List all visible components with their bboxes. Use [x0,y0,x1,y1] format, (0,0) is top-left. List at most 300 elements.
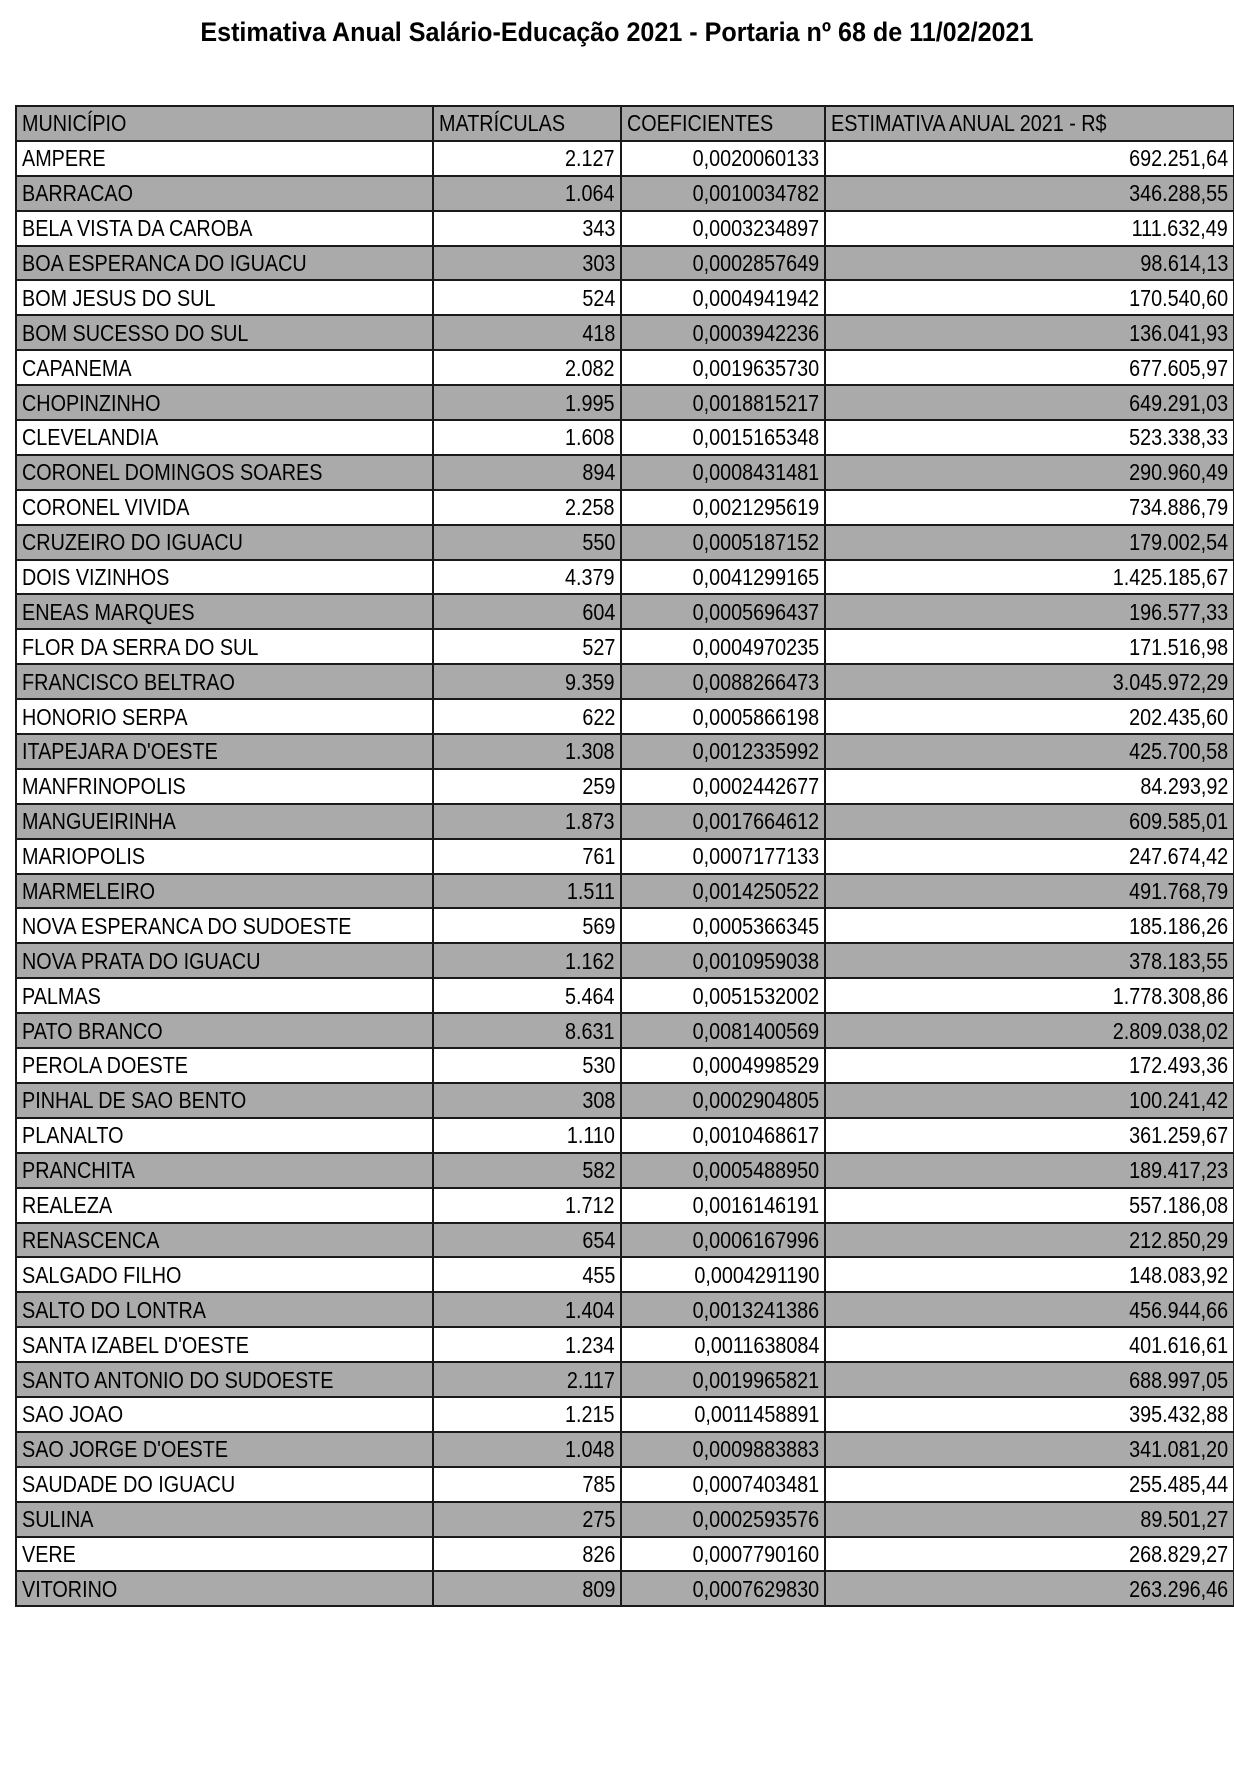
cell-municipio [16,1188,433,1223]
cell-municipio [16,1467,433,1502]
cell-matriculas [433,525,621,560]
cell-estimativa [825,1223,1234,1258]
column-header-matriculas: MATRÍCULAS [433,106,621,141]
cell-coeficiente [621,560,825,595]
cell-coeficiente-text: 0,0019635730 [692,354,819,381]
cell-coeficiente [621,1083,825,1118]
cell-municipio [16,839,433,874]
cell-municipio [16,1083,433,1118]
cell-matriculas-text: 455 [581,1261,615,1288]
cell-municipio-text: SAO JORGE D'OESTE [22,1436,229,1463]
cell-matriculas [433,1327,621,1362]
table-row [16,1467,1234,1502]
cell-municipio-text: NOVA PRATA DO IGUACU [22,947,261,974]
cell-coeficiente [621,1118,825,1153]
cell-matriculas-text: 582 [581,1157,615,1184]
cell-estimativa-text: 185.186,26 [1128,912,1228,939]
cell-estimativa-text: 172.493,36 [1128,1052,1228,1079]
table-row [16,1292,1234,1327]
cell-coeficiente [621,1048,825,1083]
cell-coeficiente-text: 0,0008431481 [692,459,819,486]
table-row [16,874,1234,909]
cell-municipio-text: MARIOPOLIS [22,843,146,870]
cell-coeficiente [621,1537,825,1572]
cell-municipio [16,176,433,211]
cell-estimativa [825,211,1234,246]
cell-estimativa [825,490,1234,525]
table-row [16,908,1234,943]
cell-estimativa [825,560,1234,595]
cell-estimativa-text: 189.417,23 [1128,1157,1228,1184]
cell-matriculas [433,246,621,281]
cell-coeficiente-text: 0,0021295619 [692,494,819,521]
cell-municipio [16,1118,433,1153]
cell-municipio-text: PLANALTO [22,1122,124,1149]
cell-municipio-text: AMPERE [22,145,106,172]
cell-coeficiente [621,1571,825,1606]
cell-coeficiente [621,1502,825,1537]
table-row [16,1432,1234,1467]
page-title-text: Estimativa Anual Salário-Educação 2021 - Portaria nº 68 de 11/02/2021 [200,17,1034,47]
cell-matriculas [433,1257,621,1292]
cell-coeficiente [621,943,825,978]
cell-municipio-text: ENEAS MARQUES [22,598,195,625]
cell-municipio-text: MANFRINOPOLIS [22,773,186,800]
cell-estimativa [825,1537,1234,1572]
table-row [16,1048,1234,1083]
cell-matriculas [433,978,621,1013]
table-row [16,211,1234,246]
cell-coeficiente-text: 0,0002593576 [692,1506,819,1533]
cell-matriculas-text: 785 [581,1471,615,1498]
cell-municipio-text: SAUDADE DO IGUACU [22,1471,236,1498]
cell-municipio-text: CHOPINZINHO [22,389,161,416]
cell-coeficiente-text: 0,0004970235 [692,633,819,660]
cell-estimativa [825,1048,1234,1083]
cell-matriculas [433,455,621,490]
cell-coeficiente [621,1153,825,1188]
cell-coeficiente [621,1432,825,1467]
cell-matriculas [433,315,621,350]
cell-municipio [16,315,433,350]
cell-matriculas [433,1432,621,1467]
cell-coeficiente-text: 0,0012335992 [692,738,819,765]
cell-matriculas-text: 622 [581,703,615,730]
cell-estimativa-text: 136.041,93 [1128,319,1228,346]
table-row [16,1083,1234,1118]
cell-municipio [16,141,433,176]
cell-estimativa [825,1362,1234,1397]
cell-municipio [16,734,433,769]
table-row [16,629,1234,664]
cell-estimativa-text: 263.296,46 [1128,1575,1228,1602]
cell-estimativa [825,1467,1234,1502]
table-row [16,734,1234,769]
cell-municipio [16,943,433,978]
cell-municipio [16,629,433,664]
cell-coeficiente-text: 0,0016146191 [692,1192,819,1219]
cell-coeficiente-text: 0,0005187152 [692,529,819,556]
table-row [16,385,1234,420]
cell-municipio [16,455,433,490]
cell-estimativa [825,769,1234,804]
cell-municipio [16,280,433,315]
cell-municipio-text: BARRACAO [22,180,134,207]
cell-estimativa-text: 649.291,03 [1128,389,1228,416]
cell-matriculas-text: 1.064 [565,180,615,207]
cell-estimativa [825,594,1234,629]
cell-estimativa-text: 268.829,27 [1128,1540,1228,1567]
cell-coeficiente-text: 0,0051532002 [692,982,819,1009]
cell-coeficiente-text: 0,0081400569 [692,1017,819,1044]
table-body [16,141,1234,1606]
cell-coeficiente-text: 0,0003942236 [692,319,819,346]
cell-municipio-text: FRANCISCO BELTRAO [22,668,235,695]
cell-coeficiente [621,1362,825,1397]
cell-municipio-text: VITORINO [22,1575,118,1602]
table-row [16,699,1234,734]
cell-estimativa-text: 100.241,42 [1128,1087,1228,1114]
cell-estimativa-text: 3.045.972,29 [1112,668,1228,695]
cell-estimativa-text: 247.674,42 [1128,843,1228,870]
table-row [16,1397,1234,1432]
table-row [16,420,1234,455]
cell-estimativa-text: 179.002,54 [1128,529,1228,556]
cell-municipio [16,525,433,560]
cell-matriculas-text: 1.608 [565,424,615,451]
cell-coeficiente-text: 0,0007177133 [692,843,819,870]
cell-coeficiente-text: 0,0005488950 [692,1157,819,1184]
cell-estimativa [825,141,1234,176]
cell-estimativa [825,246,1234,281]
cell-municipio [16,1013,433,1048]
cell-estimativa [825,1397,1234,1432]
cell-coeficiente-text: 0,0004998529 [692,1052,819,1079]
cell-matriculas-text: 8.631 [565,1017,615,1044]
cell-coeficiente [621,1467,825,1502]
cell-municipio-text: RENASCENCA [22,1226,160,1253]
cell-estimativa [825,699,1234,734]
cell-matriculas-text: 343 [581,215,615,242]
cell-coeficiente [621,734,825,769]
cell-coeficiente-text: 0,0017664612 [692,808,819,835]
cell-coeficiente [621,420,825,455]
cell-coeficiente [621,978,825,1013]
cell-estimativa-text: 688.997,05 [1128,1366,1228,1393]
cell-municipio [16,1223,433,1258]
cell-coeficiente [621,141,825,176]
cell-estimativa-text: 491.768,79 [1128,878,1228,905]
table-row [16,1223,1234,1258]
cell-matriculas [433,1188,621,1223]
cell-municipio [16,699,433,734]
cell-coeficiente-text: 0,0011458891 [693,1401,819,1428]
cell-estimativa-text: 2.809.038,02 [1112,1017,1228,1044]
cell-matriculas-text: 569 [581,912,615,939]
cell-matriculas-text: 4.379 [565,564,615,591]
cell-matriculas-text: 303 [581,250,615,276]
cell-estimativa [825,1013,1234,1048]
table-row [16,664,1234,699]
cell-coeficiente-text: 0,0007629830 [692,1575,819,1602]
cell-estimativa-text: 401.616,61 [1128,1331,1228,1358]
cell-matriculas-text: 654 [581,1226,615,1253]
table-row [16,455,1234,490]
cell-municipio [16,1362,433,1397]
cell-municipio-text: FLOR DA SERRA DO SUL [22,633,259,660]
cell-coeficiente [621,490,825,525]
cell-municipio [16,420,433,455]
cell-estimativa-text: 677.605,97 [1128,354,1228,381]
cell-matriculas [433,385,621,420]
table-row [16,594,1234,629]
table-row [16,1257,1234,1292]
cell-estimativa-text: 425.700,58 [1128,738,1228,765]
table-row [16,1153,1234,1188]
table-row [16,1502,1234,1537]
cell-municipio-text: SANTO ANTONIO DO SUDOESTE [22,1366,334,1393]
cell-coeficiente [621,664,825,699]
cell-municipio [16,804,433,839]
cell-matriculas-text: 1.162 [565,947,615,974]
cell-estimativa [825,1292,1234,1327]
cell-coeficiente-text: 0,0009883883 [692,1436,819,1463]
table-row [16,1327,1234,1362]
cell-estimativa [825,455,1234,490]
cell-estimativa [825,176,1234,211]
cell-coeficiente-text: 0,0002904805 [692,1087,819,1114]
cell-matriculas [433,1292,621,1327]
cell-municipio-text: ITAPEJARA D'OESTE [22,738,218,765]
cell-municipio [16,1432,433,1467]
cell-matriculas-text: 275 [581,1506,615,1533]
cell-municipio [16,978,433,1013]
cell-coeficiente-text: 0,0007403481 [692,1471,819,1498]
cell-matriculas-text: 1.308 [565,738,615,765]
cell-estimativa [825,350,1234,385]
cell-municipio-text: DOIS VIZINHOS [22,564,170,591]
cell-matriculas-text: 826 [581,1540,615,1567]
cell-coeficiente-text: 0,0020060133 [692,145,819,172]
cell-estimativa-text: 89.501,27 [1139,1506,1228,1533]
cell-estimativa [825,1502,1234,1537]
cell-coeficiente [621,839,825,874]
cell-estimativa-text: 148.083,92 [1128,1261,1228,1288]
cell-matriculas-text: 1.404 [565,1296,615,1323]
cell-coeficiente [621,629,825,664]
table-row [16,525,1234,560]
cell-matriculas [433,1083,621,1118]
cell-estimativa [825,1432,1234,1467]
cell-municipio-text: SALGADO FILHO [22,1261,182,1288]
table-row [16,978,1234,1013]
cell-municipio [16,1397,433,1432]
cell-estimativa [825,1257,1234,1292]
table-row [16,1118,1234,1153]
cell-estimativa-text: 456.944,66 [1128,1296,1228,1323]
cell-coeficiente-text: 0,0005696437 [692,598,819,625]
cell-estimativa [825,315,1234,350]
cell-municipio [16,1292,433,1327]
cell-coeficiente [621,1223,825,1258]
table-row [16,839,1234,874]
cell-coeficiente-text: 0,0007790160 [692,1540,819,1567]
cell-matriculas-text: 2.082 [565,354,615,381]
cell-matriculas [433,1502,621,1537]
cell-estimativa-text: 170.540,60 [1128,284,1228,311]
cell-matriculas [433,1571,621,1606]
cell-matriculas [433,629,621,664]
table-row [16,246,1234,281]
cell-matriculas [433,1223,621,1258]
cell-estimativa-text: 692.251,64 [1128,145,1228,172]
cell-coeficiente-text: 0,0002442677 [692,773,819,800]
cell-matriculas-text: 809 [581,1575,615,1602]
cell-estimativa [825,629,1234,664]
cell-municipio [16,1502,433,1537]
cell-municipio-text: PATO BRANCO [22,1017,163,1044]
cell-matriculas-text: 259 [581,773,615,800]
cell-estimativa-text: 111.632,49 [1131,215,1228,242]
table-row [16,1013,1234,1048]
cell-estimativa [825,420,1234,455]
cell-municipio-text: VERE [22,1540,76,1567]
cell-estimativa [825,1153,1234,1188]
cell-municipio [16,1153,433,1188]
cell-municipio-text: CRUZEIRO DO IGUACU [22,529,243,556]
table-row [16,769,1234,804]
table-row [16,1188,1234,1223]
cell-coeficiente-text: 0,0010959038 [692,947,819,974]
cell-estimativa [825,1571,1234,1606]
cell-municipio-text: CLEVELANDIA [22,424,159,451]
table-row [16,560,1234,595]
cell-coeficiente [621,594,825,629]
cell-municipio-text: CORONEL DOMINGOS SOARES [22,459,323,486]
cell-municipio-text: CAPANEMA [22,354,132,381]
cell-matriculas [433,699,621,734]
cell-matriculas [433,664,621,699]
cell-estimativa [825,978,1234,1013]
cell-matriculas-text: 2.258 [565,494,615,521]
cell-estimativa-text: 255.485,44 [1128,1471,1228,1498]
cell-municipio [16,874,433,909]
cell-estimativa [825,1327,1234,1362]
cell-matriculas [433,176,621,211]
cell-municipio-text: SAO JOAO [22,1401,124,1428]
cell-coeficiente [621,699,825,734]
cell-coeficiente [621,280,825,315]
cell-estimativa [825,1118,1234,1153]
cell-matriculas [433,420,621,455]
cell-estimativa [825,874,1234,909]
cell-estimativa-text: 196.577,33 [1128,598,1228,625]
cell-estimativa-text: 523.338,33 [1128,424,1228,451]
cell-coeficiente [621,769,825,804]
cell-matriculas-text: 530 [581,1052,615,1079]
cell-municipio [16,1571,433,1606]
cell-matriculas-text: 418 [581,319,615,346]
cell-matriculas [433,1118,621,1153]
cell-coeficiente [621,1188,825,1223]
cell-municipio-text: MANGUEIRINHA [22,808,176,835]
cell-coeficiente-text: 0,0013241386 [692,1296,819,1323]
cell-estimativa [825,280,1234,315]
cell-coeficiente-text: 0,0010468617 [692,1122,819,1149]
cell-estimativa [825,943,1234,978]
cell-estimativa [825,1188,1234,1223]
cell-matriculas [433,350,621,385]
cell-coeficiente-text: 0,0003234897 [692,215,819,242]
cell-estimativa-text: 202.435,60 [1128,703,1228,730]
column-header-municipio: MUNICÍPIO [16,106,433,141]
cell-coeficiente-text: 0,0006167996 [692,1226,819,1253]
cell-municipio [16,664,433,699]
cell-municipio [16,769,433,804]
cell-municipio-text: BOA ESPERANCA DO IGUACU [22,250,307,276]
cell-estimativa [825,908,1234,943]
cell-estimativa [825,734,1234,769]
cell-estimativa-text: 84.293,92 [1139,773,1228,800]
cell-estimativa [825,839,1234,874]
cell-matriculas [433,211,621,246]
cell-coeficiente [621,1397,825,1432]
cell-coeficiente-text: 0,0010034782 [692,180,819,207]
cell-coeficiente [621,804,825,839]
cell-matriculas-text: 1.873 [565,808,615,835]
cell-coeficiente [621,211,825,246]
cell-matriculas [433,594,621,629]
cell-matriculas [433,1362,621,1397]
cell-matriculas [433,141,621,176]
cell-matriculas [433,280,621,315]
cell-municipio-text: PRANCHITA [22,1157,135,1184]
cell-municipio-text: REALEZA [22,1192,113,1219]
table-row [16,1362,1234,1397]
estimativa-table [15,105,1234,1607]
cell-coeficiente-text: 0,0015165348 [692,424,819,451]
cell-matriculas [433,734,621,769]
table-row [16,1571,1234,1606]
cell-matriculas-text: 527 [581,633,615,660]
cell-matriculas [433,874,621,909]
cell-coeficiente [621,1257,825,1292]
cell-coeficiente-text: 0,0041299165 [692,564,819,591]
cell-matriculas-text: 761 [581,843,615,870]
cell-municipio [16,1327,433,1362]
table-header-row [16,106,1234,141]
cell-estimativa-text: 1.778.308,86 [1112,982,1228,1009]
cell-matriculas [433,1467,621,1502]
cell-coeficiente-text: 0,0019965821 [692,1366,819,1393]
cell-coeficiente-text: 0,0005866198 [692,703,819,730]
cell-matriculas-text: 1.110 [566,1122,615,1149]
cell-matriculas [433,804,621,839]
cell-municipio [16,1537,433,1572]
cell-estimativa-text: 378.183,55 [1128,947,1228,974]
cell-estimativa [825,804,1234,839]
cell-municipio-text: MARMELEIRO [22,878,155,905]
cell-municipio [16,350,433,385]
cell-municipio [16,246,433,281]
cell-municipio [16,211,433,246]
cell-estimativa [825,1083,1234,1118]
table-row [16,141,1234,176]
cell-matriculas [433,839,621,874]
table-row [16,350,1234,385]
cell-matriculas [433,1397,621,1432]
cell-municipio-text: PEROLA DOESTE [22,1052,188,1079]
